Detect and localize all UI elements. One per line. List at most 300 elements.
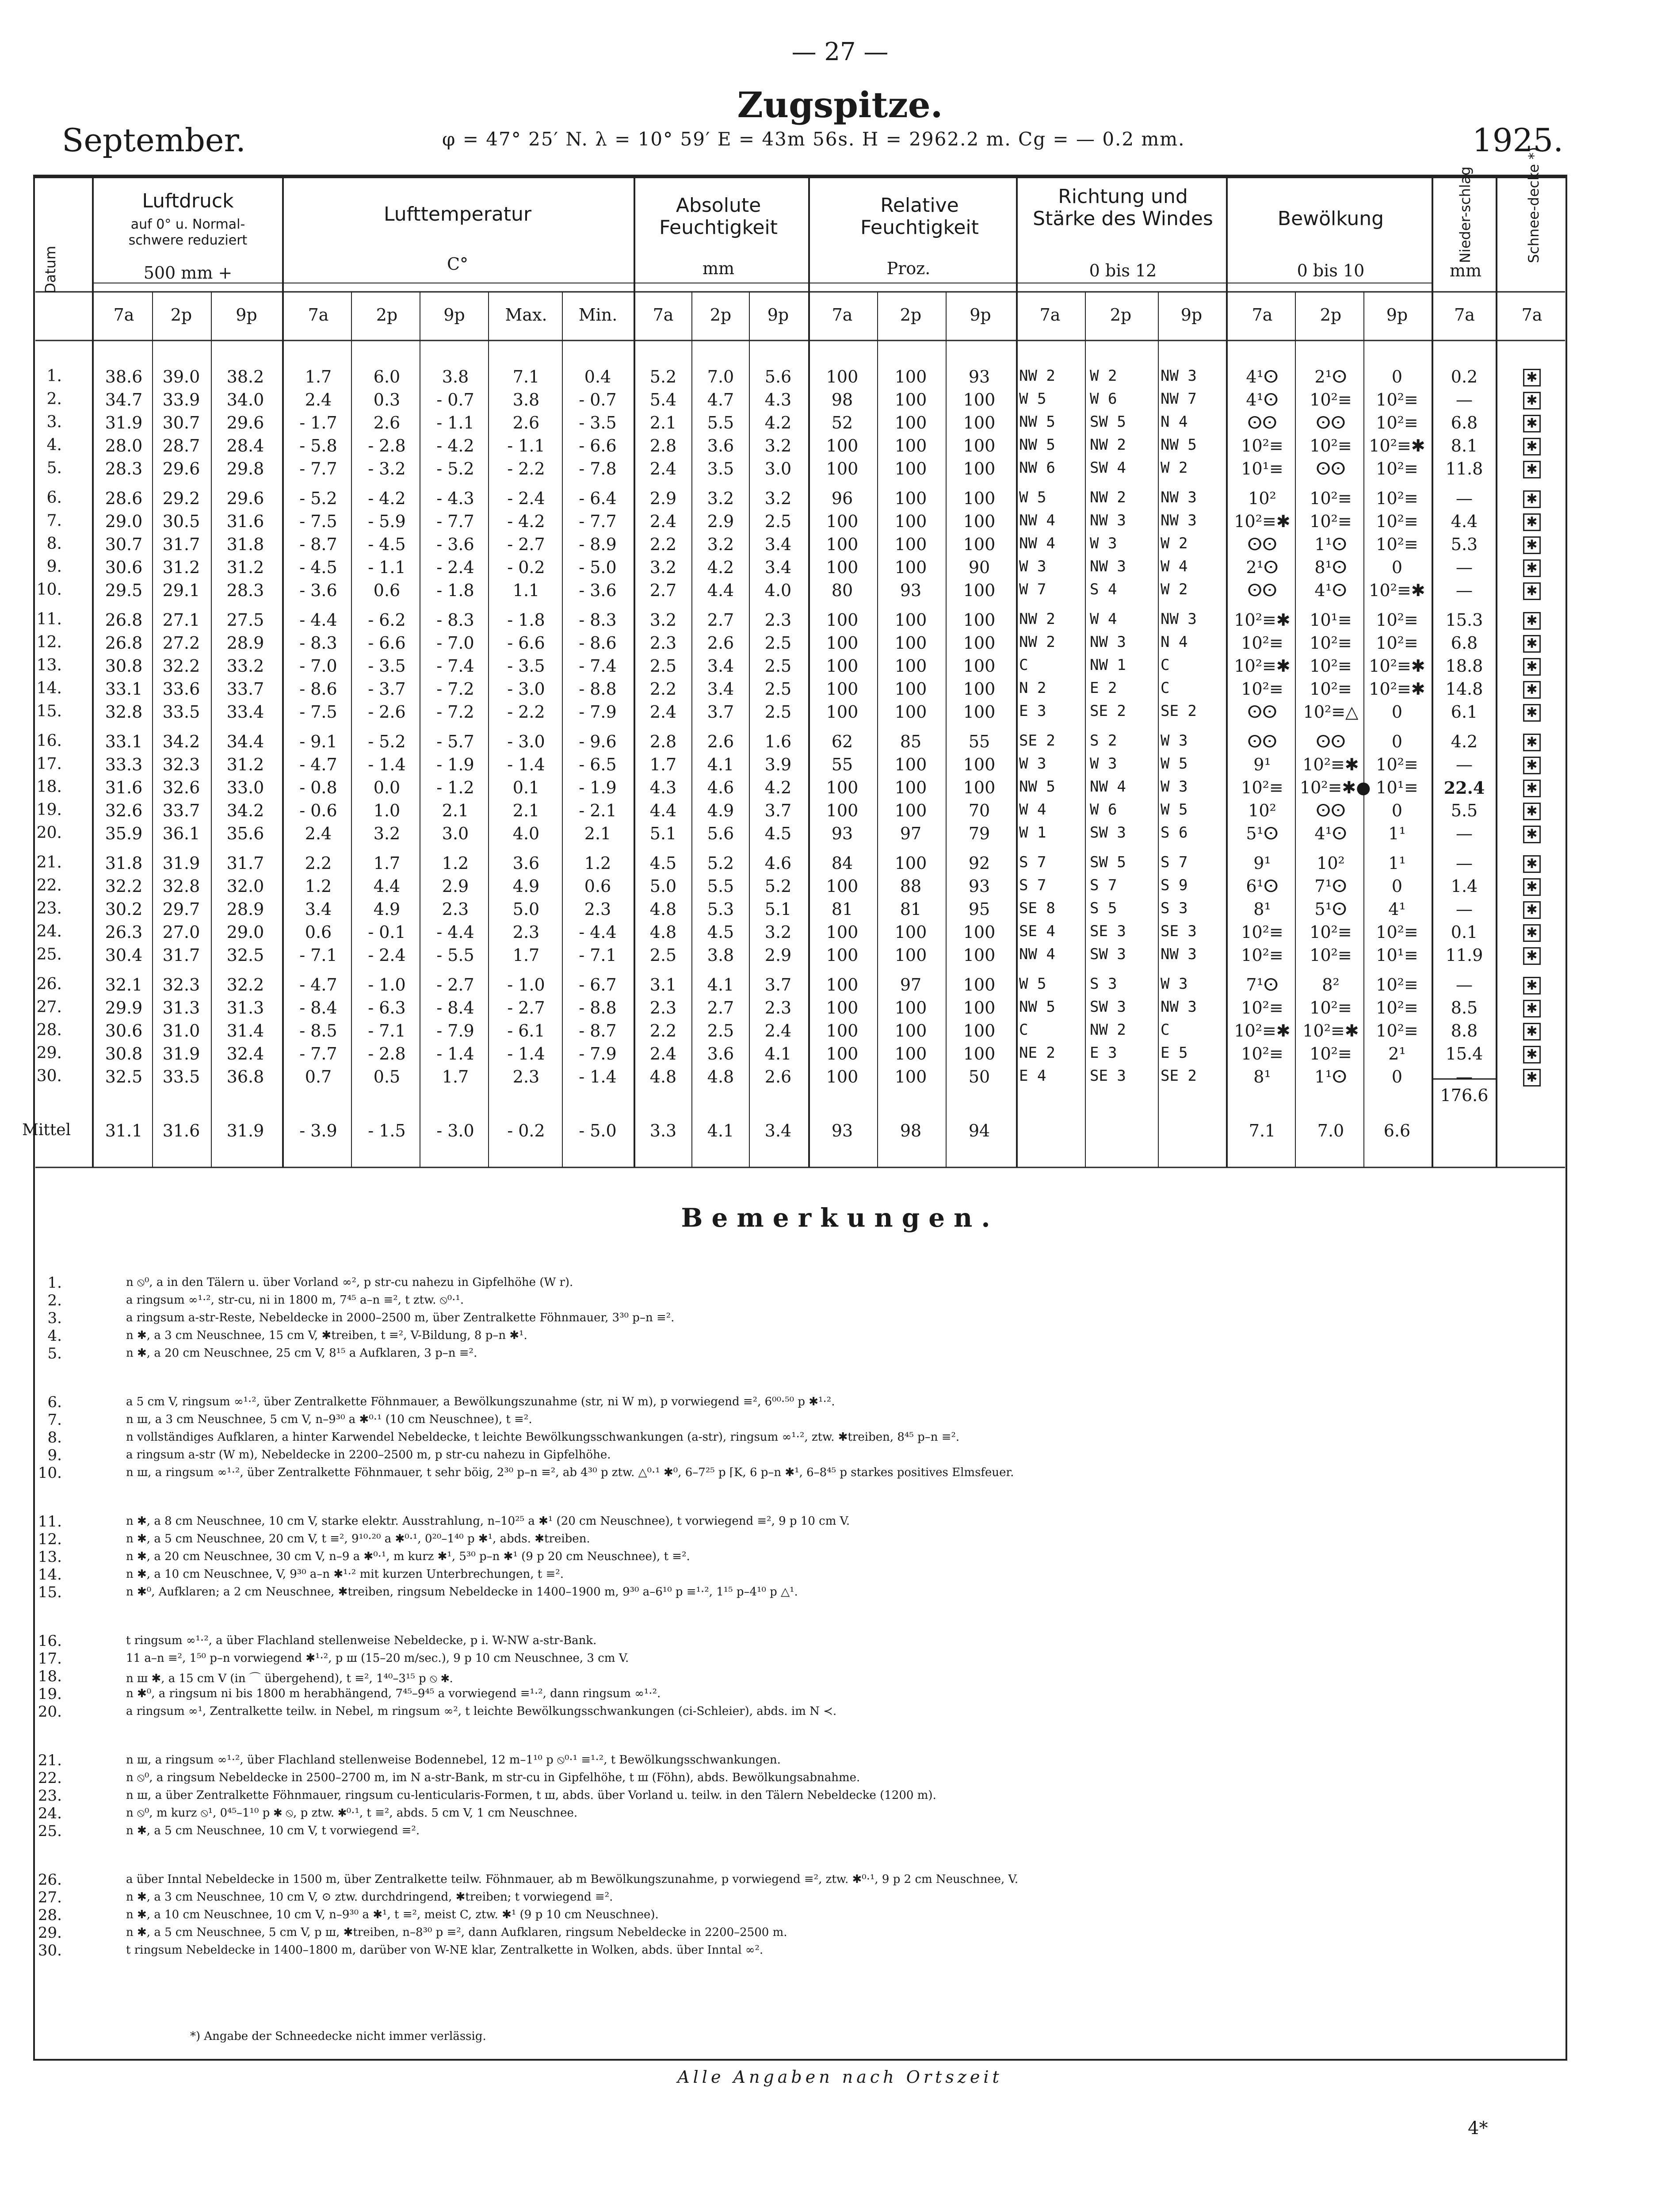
pressure-value: 33.5 <box>162 702 200 722</box>
temperature-value: - 7.9 <box>579 702 617 722</box>
absolute-humidity-value: 5.1 <box>764 899 792 919</box>
col-t9: 9p <box>443 305 465 325</box>
wind-value: NW 3 <box>1090 558 1126 575</box>
temperature-value: - 4.2 <box>507 512 545 531</box>
absolute-humidity-value: 5.1 <box>649 824 677 843</box>
snow-cover-icon: ✱ <box>1523 681 1541 699</box>
temperature-value: - 0.8 <box>299 778 337 797</box>
absolute-humidity-value: 3.4 <box>707 656 734 676</box>
temperature-value: 4.9 <box>512 876 540 896</box>
pressure-value: 35.6 <box>226 824 264 843</box>
temperature-value: 6.0 <box>373 367 401 386</box>
absolute-humidity-value: 4.8 <box>649 899 677 919</box>
temperature-value: 2.6 <box>512 413 540 432</box>
pressure-value: 29.6 <box>162 459 200 478</box>
mean-relative-humidity: 98 <box>900 1121 922 1140</box>
cloud-value: 10² <box>1248 801 1276 820</box>
wind-value: NW 3 <box>1090 512 1126 529</box>
pressure-value: 34.4 <box>226 732 264 751</box>
temperature-value: - 1.1 <box>436 413 474 432</box>
relative-humidity-value: 100 <box>894 656 927 676</box>
snow-cover-icon: ✱ <box>1523 901 1541 919</box>
cloud-value: 0 <box>1391 801 1403 820</box>
relative-humidity-value: 79 <box>968 824 990 843</box>
temperature-value: - 0.7 <box>436 390 474 409</box>
temperature-value: - 1.8 <box>507 610 545 630</box>
precipitation-value: — <box>1456 853 1473 873</box>
pressure-value: 39.0 <box>162 367 200 386</box>
pressure-value: 33.2 <box>226 656 264 676</box>
cloud-value: 10²≡ <box>1376 413 1418 432</box>
precipitation-value: 8.1 <box>1451 436 1478 455</box>
relative-humidity-value: 100 <box>963 459 996 478</box>
absolute-humidity-value: 1.7 <box>649 755 677 774</box>
mean-cloud: 6.6 <box>1383 1121 1411 1140</box>
relative-humidity-value: 100 <box>894 633 927 653</box>
relative-humidity-value: 100 <box>894 778 927 797</box>
cloud-value: 10²≡ <box>1241 922 1283 942</box>
pressure-value: 29.5 <box>105 581 143 600</box>
temperature-value: - 0.2 <box>507 558 545 577</box>
absolute-humidity-value: 3.7 <box>764 975 792 995</box>
col-a9: 9p <box>767 305 789 325</box>
relative-humidity-value: 100 <box>894 1021 927 1040</box>
absolute-humidity-value: 4.1 <box>764 1044 792 1063</box>
temperature-value: - 6.1 <box>507 1021 545 1040</box>
temperature-value: 1.2 <box>442 853 469 873</box>
cloud-value: 10²≡ <box>1376 390 1418 409</box>
cloud-value: 8¹ <box>1253 1067 1271 1086</box>
temperature-value: - 6.7 <box>579 975 617 995</box>
cloud-value: 10²≡ <box>1241 679 1283 699</box>
temperature-value: - 2.7 <box>436 975 474 995</box>
relative-humidity-value: 100 <box>963 610 996 630</box>
precipitation-value: 8.8 <box>1451 1021 1478 1040</box>
cloud-value: 10²≡✱ <box>1234 1021 1291 1040</box>
snow-cover-icon: ✱ <box>1523 878 1541 896</box>
relative-humidity-value: 84 <box>831 853 853 873</box>
cloud-value: 8¹ⵙ <box>1314 558 1347 577</box>
cloud-value: ⵙⵙ <box>1247 581 1277 600</box>
precipitation-value: — <box>1456 1067 1473 1086</box>
precipitation-value: — <box>1456 390 1473 409</box>
remark-text: n ш, a über Zentralkette Föhnmauer, ringsum cu-lenticularis-Formen, t ш, abds. über Vorland u. teilw. in den Tälern Nebeldecke (1200 m). <box>126 1789 936 1802</box>
absolute-humidity-value: 5.5 <box>707 413 734 432</box>
precipitation-value: 6.1 <box>1451 702 1478 722</box>
absolute-humidity-value: 2.9 <box>764 945 792 965</box>
remark-day-label: 29. <box>38 1924 62 1942</box>
pressure-value: 33.4 <box>226 702 264 722</box>
cloud-value: 0 <box>1391 876 1403 896</box>
cloud-value: 10²≡✱ <box>1234 610 1291 630</box>
snow-cover-icon: ✱ <box>1523 803 1541 820</box>
relative-humidity-value: 100 <box>826 778 859 797</box>
temperature-value: - 8.6 <box>579 633 617 653</box>
pressure-value: 34.2 <box>226 801 264 820</box>
relative-humidity-value: 70 <box>968 801 990 820</box>
wind-value: W 4 <box>1019 801 1046 819</box>
wind-value: S 9 <box>1161 876 1188 894</box>
remark-day-label: 24. <box>38 1805 62 1822</box>
temperature-value: - 8.8 <box>579 679 617 699</box>
temperature-value: - 1.2 <box>436 778 474 797</box>
absolute-humidity-value: 5.3 <box>707 899 734 919</box>
pressure-value: 38.2 <box>226 367 264 386</box>
remark-text: n ш ✱, a 15 cm V (in ⌒ übergehend), t ≡², 1⁴⁰–3¹⁵ p ⦸ ✱. <box>126 1672 453 1685</box>
cloud-value: 10²≡ <box>1310 512 1352 531</box>
pressure-value: 31.8 <box>226 535 264 554</box>
absolute-humidity-value: 2.2 <box>649 535 677 554</box>
day-label: 4. <box>46 436 62 454</box>
pressure-value: 27.1 <box>162 610 200 630</box>
remark-day-label: 4. <box>47 1327 62 1345</box>
remark-text: t ringsum ∞¹·², a über Flachland stellenweise Nebeldecke, p i. W-NW a-str-Bank. <box>126 1634 597 1647</box>
col-tmin: Min. <box>578 305 618 325</box>
absolute-humidity-value: 2.5 <box>764 633 792 653</box>
temperature-value: - 7.0 <box>436 633 474 653</box>
precipitation-value: 0.2 <box>1451 367 1478 386</box>
pressure-value: 30.7 <box>105 535 143 554</box>
wind-value: W 5 <box>1161 801 1188 819</box>
pressure-value: 29.0 <box>105 512 143 531</box>
temperature-value: - 1.9 <box>436 755 474 774</box>
remark-day-label: 28. <box>38 1906 62 1924</box>
temperature-value: - 8.3 <box>299 633 337 653</box>
wind-value: W 5 <box>1019 975 1046 993</box>
temperature-value: - 0.6 <box>299 801 337 820</box>
temperature-value: - 3.0 <box>507 732 545 751</box>
temperature-value: 4.9 <box>373 899 401 919</box>
wind-value: W 3 <box>1161 975 1188 993</box>
pressure-value: 36.8 <box>226 1067 264 1086</box>
wind-value: NW 5 <box>1019 436 1055 454</box>
pressure-value: 27.5 <box>226 610 264 630</box>
snow-cover-icon: ✱ <box>1523 461 1541 478</box>
relative-humidity-value: 100 <box>826 975 859 995</box>
temperature-value: - 7.1 <box>368 1021 406 1040</box>
absolute-humidity-value: 2.9 <box>707 512 734 531</box>
header-luftdruck-sub: auf 0° u. Normal-schwere reduziert <box>128 217 248 248</box>
absolute-humidity-value: 3.7 <box>707 702 734 722</box>
pressure-value: 31.2 <box>226 755 264 774</box>
relative-humidity-value: 100 <box>963 945 996 965</box>
absolute-humidity-value: 3.4 <box>764 535 792 554</box>
relative-humidity-value: 100 <box>826 1067 859 1086</box>
cloud-value: 10²≡ <box>1376 610 1418 630</box>
snow-cover-icon: ✱ <box>1523 947 1541 965</box>
relative-humidity-value: 97 <box>900 975 922 995</box>
relative-humidity-value: 100 <box>963 489 996 508</box>
remark-day-label: 18. <box>38 1668 62 1685</box>
col-b2: 2p <box>1320 305 1342 325</box>
cloud-value: ⵙⵙ <box>1247 732 1277 751</box>
pressure-value: 32.2 <box>105 876 143 896</box>
wind-value: W 1 <box>1019 824 1046 842</box>
snow-cover-icon: ✱ <box>1523 977 1541 995</box>
temperature-value: 3.0 <box>442 824 469 843</box>
wind-value: NW 2 <box>1090 436 1126 454</box>
absolute-humidity-value: 4.4 <box>707 581 734 600</box>
pressure-value: 32.3 <box>162 975 200 995</box>
wind-value: NW 3 <box>1090 633 1126 651</box>
temperature-value: - 3.5 <box>579 413 617 432</box>
temperature-value: - 2.4 <box>368 945 406 965</box>
mean-pressure: 31.9 <box>226 1121 264 1140</box>
relative-humidity-value: 81 <box>900 899 922 919</box>
relative-humidity-value: 100 <box>963 390 996 409</box>
absolute-humidity-value: 2.8 <box>649 436 677 455</box>
temperature-value: - 3.6 <box>299 581 337 600</box>
absolute-humidity-value: 2.5 <box>649 945 677 965</box>
col-p9: 9p <box>236 305 257 325</box>
temperature-value: - 5.8 <box>299 436 337 455</box>
absolute-humidity-value: 2.3 <box>649 998 677 1018</box>
wind-value: NW 3 <box>1161 998 1197 1016</box>
snow-cover-icon: ✱ <box>1523 392 1541 409</box>
relative-humidity-value: 100 <box>894 702 927 722</box>
remark-text: n ш, a 3 cm Neuschnee, 5 cm V, n–9³⁰ a ✱⁰·¹ (10 cm Neuschnee), t ≡². <box>126 1413 532 1426</box>
remark-day-label: 19. <box>38 1685 62 1703</box>
temperature-value: 2.1 <box>442 801 469 820</box>
pressure-value: 31.8 <box>105 853 143 873</box>
precipitation-value: — <box>1456 755 1473 774</box>
pressure-value: 26.8 <box>105 633 143 653</box>
relative-humidity-value: 100 <box>963 702 996 722</box>
relative-humidity-value: 100 <box>826 558 859 577</box>
pressure-value: 31.2 <box>162 558 200 577</box>
absolute-humidity-value: 2.5 <box>764 679 792 699</box>
relative-humidity-value: 100 <box>963 1021 996 1040</box>
cloud-value: 4¹ <box>1388 899 1406 919</box>
pressure-value: 29.7 <box>162 899 200 919</box>
temperature-value: - 4.5 <box>368 535 406 554</box>
pressure-value: 33.1 <box>105 732 143 751</box>
pressure-value: 28.3 <box>105 459 143 478</box>
absolute-humidity-value: 4.5 <box>707 922 734 942</box>
header-relative-feuchtigkeit-unit: Proz. <box>886 259 931 278</box>
cloud-value: ⵙⵙ <box>1316 413 1346 432</box>
temperature-value: 2.9 <box>442 876 469 896</box>
absolute-humidity-value: 2.5 <box>764 702 792 722</box>
snow-cover-icon: ✱ <box>1523 780 1541 797</box>
sheet-mark: 4* <box>1468 2118 1488 2138</box>
day-label: 29. <box>36 1044 62 1062</box>
footnote: *) Angabe der Schneedecke nicht immer verlässig. <box>190 2030 486 2043</box>
header-relative-feuchtigkeit: Relative Feuchtigkeit <box>860 194 979 239</box>
remark-text: a über Inntal Nebeldecke in 1500 m, über Zentralkette teilw. Föhnmauer, ab m Bewölkungszunahme, p vorwiegend ≡², ztw. ✱⁰·¹, 9 p 2 cm Neuschnee, V. <box>126 1873 1018 1886</box>
header-datum: Datum <box>42 245 59 294</box>
wind-value: SW 5 <box>1090 853 1126 871</box>
remark-text: a ringsum a-str (W m), Nebeldecke in 2200–2500 m, p str-cu nahezu in Gipfelhöhe. <box>126 1448 611 1461</box>
snow-cover-icon: ✱ <box>1523 438 1541 455</box>
absolute-humidity-value: 2.4 <box>649 459 677 478</box>
day-label: 11. <box>36 610 62 628</box>
wind-value: S 7 <box>1090 876 1117 894</box>
wind-value: SE 2 <box>1019 732 1055 750</box>
day-label: 20. <box>36 824 62 842</box>
pressure-value: 28.4 <box>226 436 264 455</box>
pressure-value: 31.3 <box>162 998 200 1018</box>
cloud-value: 10¹≡ <box>1310 610 1352 630</box>
cloud-value: 10² <box>1248 489 1276 508</box>
remark-day-label: 3. <box>47 1309 62 1327</box>
wind-value: NW 4 <box>1019 945 1055 963</box>
temperature-value: 7.1 <box>512 367 540 386</box>
cloud-value: 10²≡ <box>1241 778 1283 797</box>
remark-day-label: 14. <box>38 1566 62 1584</box>
remark-day-label: 11. <box>38 1513 62 1530</box>
cloud-value: 10²≡ <box>1241 998 1283 1018</box>
header-bewoelkung: Bewölkung <box>1277 207 1384 230</box>
col-w7: 7a <box>1039 305 1061 325</box>
cloud-value: 10²≡ <box>1376 535 1418 554</box>
pressure-value: 29.0 <box>226 922 264 942</box>
absolute-humidity-value: 3.7 <box>764 801 792 820</box>
pressure-value: 33.5 <box>162 1067 200 1086</box>
temperature-value: - 1.4 <box>368 755 406 774</box>
absolute-humidity-value: 2.5 <box>764 512 792 531</box>
temperature-value: 2.3 <box>512 922 540 942</box>
temperature-value: - 8.4 <box>299 998 337 1018</box>
relative-humidity-value: 100 <box>826 702 859 722</box>
relative-humidity-value: 95 <box>968 899 990 919</box>
cloud-value: 7¹ⵙ <box>1314 876 1347 896</box>
snow-cover-icon: ✱ <box>1523 536 1541 554</box>
wind-value: W 5 <box>1161 755 1188 773</box>
temperature-value: 0.0 <box>373 778 401 797</box>
pressure-value: 31.2 <box>226 558 264 577</box>
pressure-value: 30.8 <box>105 656 143 676</box>
pressure-value: 31.6 <box>105 778 143 797</box>
pressure-value: 31.7 <box>162 535 200 554</box>
relative-humidity-value: 100 <box>826 535 859 554</box>
pressure-value: 28.6 <box>105 489 143 508</box>
absolute-humidity-value: 2.5 <box>764 656 792 676</box>
wind-value: NW 2 <box>1019 633 1055 651</box>
cloud-value: 10²≡ <box>1241 633 1283 653</box>
pressure-value: 33.0 <box>226 778 264 797</box>
pressure-value: 33.1 <box>105 679 143 699</box>
cloud-value: 10²≡ <box>1376 755 1418 774</box>
temperature-value: - 4.7 <box>299 975 337 995</box>
relative-humidity-value: 100 <box>826 633 859 653</box>
mean-absolute-humidity: 4.1 <box>707 1121 734 1140</box>
cloud-value: 10²≡ <box>1310 489 1352 508</box>
snow-cover-icon: ✱ <box>1523 757 1541 774</box>
temperature-value: - 5.5 <box>436 945 474 965</box>
pressure-value: 28.9 <box>226 899 264 919</box>
wind-value: SE 3 <box>1090 922 1126 940</box>
temperature-value: - 6.2 <box>368 610 406 630</box>
day-label: 27. <box>36 998 62 1016</box>
relative-humidity-value: 100 <box>894 489 927 508</box>
absolute-humidity-value: 1.6 <box>764 732 792 751</box>
cloud-value: 8² <box>1322 975 1340 995</box>
cloud-value: 4¹ⵙ <box>1314 824 1347 843</box>
wind-value: NW 5 <box>1019 413 1055 431</box>
temperature-value: - 8.5 <box>299 1021 337 1040</box>
day-label: 24. <box>36 922 62 941</box>
remarks-title: Bemerkungen. <box>681 1203 999 1233</box>
day-label: 19. <box>36 801 62 819</box>
temperature-value: 1.1 <box>512 581 540 600</box>
pressure-value: 30.7 <box>162 413 200 432</box>
absolute-humidity-value: 4.3 <box>649 778 677 797</box>
temperature-value: - 2.4 <box>436 558 474 577</box>
absolute-humidity-value: 4.9 <box>707 801 734 820</box>
temperature-value: - 2.8 <box>368 436 406 455</box>
cloud-value: 0 <box>1391 558 1403 577</box>
pressure-value: 29.1 <box>162 581 200 600</box>
temperature-value: - 6.4 <box>579 489 617 508</box>
pressure-value: 29.2 <box>162 489 200 508</box>
pressure-value: 28.7 <box>162 436 200 455</box>
relative-humidity-value: 100 <box>826 801 859 820</box>
day-label: 30. <box>36 1067 62 1085</box>
header-absolute-feuchtigkeit-unit: mm <box>702 259 735 278</box>
wind-value: NW 2 <box>1019 610 1055 628</box>
col-tmax: Max. <box>505 305 547 325</box>
precipitation-value: 8.5 <box>1451 998 1478 1018</box>
temperature-value: 1.7 <box>442 1067 469 1086</box>
temperature-value: - 7.5 <box>299 702 337 722</box>
absolute-humidity-value: 3.2 <box>764 436 792 455</box>
temperature-value: - 7.9 <box>436 1021 474 1040</box>
temperature-value: - 1.4 <box>436 1044 474 1063</box>
wind-value: SE 2 <box>1090 702 1126 720</box>
absolute-humidity-value: 2.4 <box>764 1021 792 1040</box>
relative-humidity-value: 100 <box>826 512 859 531</box>
col-b9: 9p <box>1386 305 1408 325</box>
pressure-value: 30.6 <box>105 1021 143 1040</box>
precipitation-value: 6.8 <box>1451 633 1478 653</box>
wind-value: W 3 <box>1090 755 1117 773</box>
remark-text: t ringsum Nebeldecke in 1400–1800 m, darüber von W-NE klar, Zentralkette in Wolken, abds. über Inntal ∞². <box>126 1943 764 1957</box>
relative-humidity-value: 100 <box>963 581 996 600</box>
temperature-value: - 7.7 <box>299 459 337 478</box>
cloud-value: 10²≡ <box>1376 922 1418 942</box>
absolute-humidity-value: 2.4 <box>649 1044 677 1063</box>
pressure-value: 27.0 <box>162 922 200 942</box>
day-label: 9. <box>46 558 62 576</box>
precipitation-value: — <box>1456 558 1473 577</box>
remark-text: n ⦸⁰, a ringsum Nebeldecke in 2500–2700 m, im N a-str-Bank, m str-cu in Gipfelhöhe, t ш (Föhn), abds. Bewölkungsabnahme. <box>126 1771 860 1784</box>
pressure-value: 34.0 <box>226 390 264 409</box>
mean-temperature: - 1.5 <box>368 1121 406 1140</box>
cloud-value: 7¹ⵙ <box>1246 975 1279 995</box>
wind-value: N 4 <box>1161 633 1188 651</box>
temperature-value: - 8.7 <box>579 1021 617 1040</box>
temperature-value: - 1.8 <box>436 581 474 600</box>
relative-humidity-value: 93 <box>968 367 990 386</box>
temperature-value: 3.6 <box>512 853 540 873</box>
absolute-humidity-value: 2.5 <box>707 1021 734 1040</box>
remark-day-label: 17. <box>38 1650 62 1668</box>
relative-humidity-value: 100 <box>894 459 927 478</box>
remark-text: n ⦸⁰, a in den Tälern u. über Vorland ∞², p str-cu nahezu in Gipfelhöhe (W r). <box>126 1276 573 1289</box>
remark-text: n ✱, a 10 cm Neuschnee, V, 9³⁰ a–n ✱¹·² mit kurzen Unterbrechungen, t ≡². <box>126 1568 564 1581</box>
temperature-value: - 1.4 <box>507 755 545 774</box>
remark-day-label: 8. <box>47 1429 62 1446</box>
precipitation-value: 4.2 <box>1451 732 1478 751</box>
wind-value: SE 3 <box>1090 1067 1126 1085</box>
header-lufttemperatur: Lufttemperatur <box>383 203 532 226</box>
pressure-value: 28.9 <box>226 633 264 653</box>
relative-humidity-value: 97 <box>900 824 922 843</box>
pressure-value: 32.3 <box>162 755 200 774</box>
pressure-value: 28.3 <box>226 581 264 600</box>
remark-text: a ringsum ∞¹·², str-cu, ni in 1800 m, 7⁴⁵ a–n ≡², t ztw. ⦸⁰·¹. <box>126 1293 464 1307</box>
